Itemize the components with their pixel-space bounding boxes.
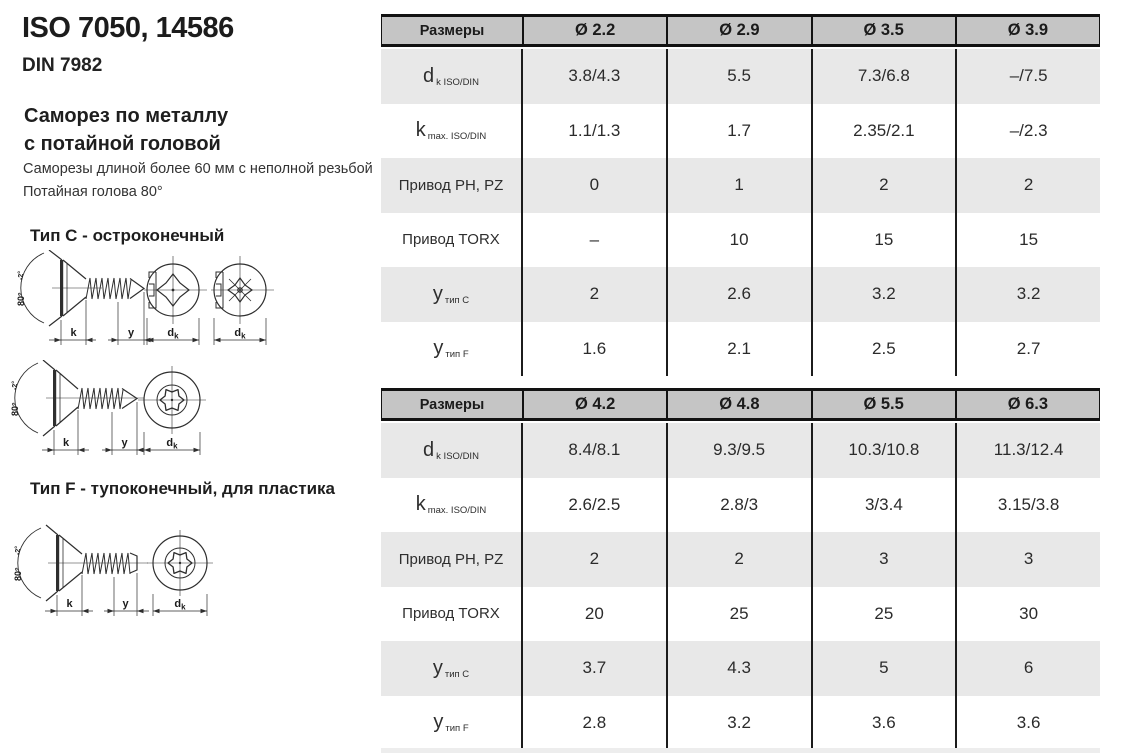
cell: –/7.5 [955, 49, 1100, 104]
cell: 3.6 [811, 696, 956, 751]
cell: 3.2 [955, 267, 1100, 322]
cell: 10.3/10.8 [811, 423, 956, 478]
type-f-screw-drawing-torx [8, 515, 233, 620]
header-cell-diameter: Ø 3.5 [811, 17, 955, 44]
row-label-main: Привод TORX [402, 231, 500, 249]
row-label-main: d [423, 438, 435, 461]
table-header-row [381, 388, 1100, 421]
row-label [381, 696, 521, 751]
product-notes [23, 158, 373, 204]
dk-main: d [166, 437, 174, 449]
cell: 9.3/9.5 [666, 423, 811, 478]
row-label-sub: k ISO/DIN [436, 76, 479, 88]
row-label-main: y [433, 711, 444, 734]
cell: 3.8/4.3 [521, 49, 666, 104]
cell: 1.6 [521, 322, 666, 377]
header-cell-diameter: Ø 2.9 [666, 17, 810, 44]
cell: 1.7 [666, 104, 811, 159]
angle-tolerance-label: -2° [15, 545, 22, 555]
torx-head-view [147, 530, 213, 596]
row-label-main: y [433, 337, 444, 360]
dk-sub: k [173, 441, 178, 451]
cell: 2.7 [955, 322, 1100, 377]
screw-side-view [21, 250, 144, 326]
table-row [381, 587, 1100, 642]
header-cell-diameter: Ø 4.2 [522, 391, 666, 418]
cell: 2.8/3 [666, 478, 811, 533]
dim-k-label: k [62, 437, 70, 449]
dk-sub: k [181, 602, 186, 612]
dimensions-table-large [381, 388, 1100, 750]
cell: 15 [811, 213, 956, 268]
cell: 10 [666, 213, 811, 268]
product-name-line1: Саморез по металлу [24, 105, 229, 127]
row-label-main: Привод TORX [402, 605, 500, 623]
angle-label: 80° [16, 292, 26, 306]
row-label [381, 641, 521, 696]
cell: 2.1 [666, 322, 811, 377]
angle-label: 80° [13, 567, 23, 581]
row-label-main: y [432, 656, 443, 679]
row-label [381, 322, 521, 377]
standard-title: ISO 7050, 14586 [22, 12, 234, 44]
dimensions-table-small [381, 14, 1100, 376]
cell: 3.15/3.8 [955, 478, 1100, 533]
table-row [381, 267, 1100, 322]
cell: 3/3.4 [811, 478, 956, 533]
table-row [381, 423, 1100, 478]
row-label-sub: тип C [444, 668, 470, 680]
row-label-sub: max. ISO/DIN [427, 505, 487, 517]
header-cell-diameter: Ø 3.9 [955, 17, 1099, 44]
cell: 11.3/12.4 [955, 423, 1100, 478]
pz-head-view [211, 256, 274, 324]
cell: 30 [955, 587, 1100, 642]
table-body [381, 49, 1100, 376]
dk-sub: k [241, 331, 246, 341]
row-label-main: Привод PH, PZ [398, 176, 504, 194]
cell: 25 [666, 587, 811, 642]
row-label-sub: тип F [445, 349, 469, 361]
row-label [381, 587, 521, 642]
cell: 2 [521, 267, 666, 322]
dim-y-label: y [127, 327, 135, 339]
row-label-main: k [415, 493, 426, 516]
cell: 2.6 [666, 267, 811, 322]
cell: 7.3/6.8 [811, 49, 956, 104]
row-label [381, 213, 521, 268]
row-label-main: d [423, 64, 435, 87]
dim-dk-label [234, 327, 246, 341]
note-line1: Саморезы длиной более 60 мм с неполной резьбой [23, 161, 373, 177]
cell: 8.4/8.1 [521, 423, 666, 478]
table-bottom-strip [381, 748, 1100, 753]
table-row [381, 158, 1100, 213]
dim-y-label: y [121, 437, 128, 449]
table-row [381, 213, 1100, 268]
table-row [381, 49, 1100, 104]
table-row [381, 322, 1100, 377]
ph-head-view [144, 256, 207, 324]
dim-k-label: k [66, 598, 73, 610]
cell: 5.5 [666, 49, 811, 104]
product-name-line2: с потайной головой [24, 133, 221, 155]
standard-subtitle: DIN 7982 [22, 55, 103, 76]
cell: 3.6 [955, 696, 1100, 751]
row-label [381, 104, 521, 159]
header-cell-sizes: Размеры [419, 22, 485, 39]
row-label [381, 267, 521, 322]
cell: 3 [811, 532, 956, 587]
cell: 25 [811, 587, 956, 642]
header-cell-diameter: Ø 2.2 [522, 17, 666, 44]
cell: 3 [955, 532, 1100, 587]
table-row [381, 696, 1100, 751]
cell: 6 [955, 641, 1100, 696]
dk-main: d [174, 598, 182, 610]
cell: 2 [955, 158, 1100, 213]
type-c-heading: Тип C - остроконечный [30, 226, 225, 245]
header-cell-sizes: Размеры [419, 396, 485, 413]
row-label-main: y [432, 282, 443, 305]
cell: 2 [666, 532, 811, 587]
cell: 2 [811, 158, 956, 213]
row-label [381, 49, 521, 104]
row-label-sub: k ISO/DIN [436, 450, 479, 462]
dim-dk-label [174, 598, 186, 612]
row-label-sub: тип F [445, 723, 469, 735]
type-c-screw-drawing-ph-pz [8, 250, 283, 350]
dim-dk-label [166, 437, 178, 451]
cell: 4.3 [666, 641, 811, 696]
cell: 3.2 [811, 267, 956, 322]
row-label-main: k [415, 119, 426, 142]
header-cell-diameter: Ø 4.8 [666, 391, 810, 418]
note-line2: Потайная голова 80° [23, 184, 163, 200]
dim-y-label: y [122, 598, 129, 610]
row-label-sub: max. ISO/DIN [427, 131, 487, 143]
row-label-sub: тип C [444, 294, 470, 306]
header-cell-diameter: Ø 5.5 [811, 391, 955, 418]
cell: 2 [521, 532, 666, 587]
dim-dk-label [167, 327, 179, 341]
header-cell-diameter: Ø 6.3 [955, 391, 1099, 418]
table-body [381, 423, 1100, 750]
cell: 2.6/2.5 [521, 478, 666, 533]
row-label [381, 478, 521, 533]
dk-main: d [167, 327, 175, 339]
torx-head-view [138, 366, 206, 434]
angle-label: 80° [10, 402, 20, 416]
table-row [381, 104, 1100, 159]
dk-sub: k [174, 331, 179, 341]
table-row [381, 641, 1100, 696]
row-label-main: Привод PH, PZ [398, 550, 504, 568]
cell: 2.5 [811, 322, 956, 377]
dim-k-label: k [70, 327, 77, 339]
cell: 2.35/2.1 [811, 104, 956, 159]
row-label [381, 532, 521, 587]
cell: 3.2 [666, 696, 811, 751]
screw-side-view [15, 360, 144, 436]
table-row [381, 478, 1100, 533]
angle-tolerance-label: -2° [18, 270, 25, 280]
table-row [381, 532, 1100, 587]
cell: 2.8 [521, 696, 666, 751]
cell: 1.1/1.3 [521, 104, 666, 159]
product-name [24, 102, 228, 158]
cell: 0 [521, 158, 666, 213]
row-label [381, 423, 521, 478]
cell: 1 [666, 158, 811, 213]
angle-tolerance-label: -2° [12, 380, 19, 390]
cell: – [521, 213, 666, 268]
cell: 5 [811, 641, 956, 696]
dk-main: d [234, 327, 242, 339]
screw-side-view [18, 525, 148, 601]
type-f-heading: Тип F - тупоконечный, для пластика [30, 479, 335, 498]
row-label [381, 158, 521, 213]
type-c-screw-drawing-torx [8, 360, 223, 460]
cell: 15 [955, 213, 1100, 268]
cell: 3.7 [521, 641, 666, 696]
cell: –/2.3 [955, 104, 1100, 159]
cell: 20 [521, 587, 666, 642]
table-header-row [381, 14, 1100, 47]
